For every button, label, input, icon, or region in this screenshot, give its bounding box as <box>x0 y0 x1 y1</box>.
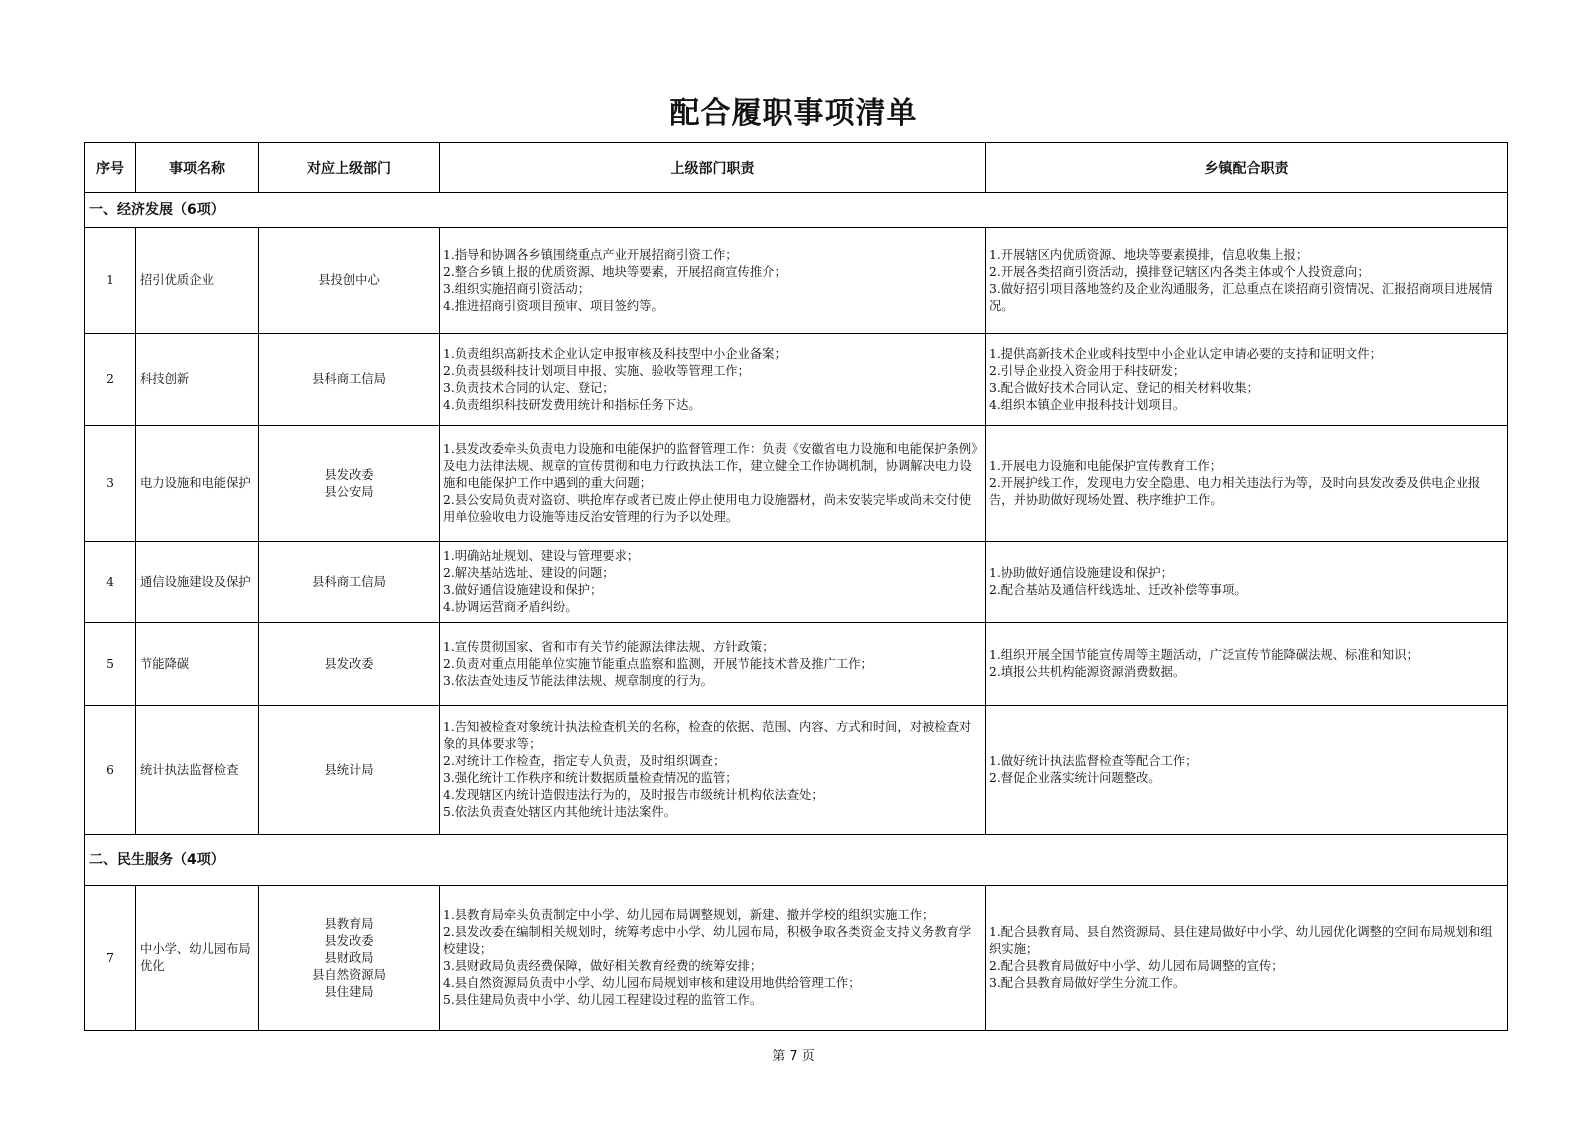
section-title: 一、经济发展（6项） <box>85 193 1508 228</box>
duty-line: 1.负责组织高新技术企业认定申报审核及科技型中小企业备案； <box>443 346 787 361</box>
table-row <box>85 228 1508 334</box>
duty-line: 2.负责对重点用能单位实施节能重点监察和监测，开展节能技术普及推广工作； <box>443 656 873 671</box>
dept-line: 县科商工信局 <box>312 372 386 386</box>
duty-line: 4.发现辖区内统计造假违法行为的，及时报告市级统计机构依法查处； <box>443 788 824 802</box>
cell-coop <box>986 706 1508 835</box>
cell-duty <box>440 706 986 835</box>
cell-duty <box>440 426 986 542</box>
header-duty: 上级部门职责 <box>440 143 986 193</box>
duty-table <box>84 142 1508 1031</box>
cell-coop <box>986 886 1508 1031</box>
dept-line: 县统计局 <box>324 762 374 777</box>
coop-line: 2.填报公共机构能源资源消费数据。 <box>989 665 1186 679</box>
cell-dept <box>259 706 440 835</box>
dept-line: 县财政局 <box>324 950 374 965</box>
duty-line: 3.依法查处违反节能法律法规、规章制度的行为。 <box>443 673 713 688</box>
table-header-row <box>85 143 1508 193</box>
duty-line: 1.明确站址规划、建设与管理要求； <box>443 549 640 563</box>
header-coop: 乡镇配合职责 <box>986 143 1508 193</box>
cell-item-name: 节能降碳 <box>136 623 259 706</box>
cell-no: 5 <box>85 623 136 706</box>
dept-line: 县自然资源局 <box>312 967 386 982</box>
cell-coop <box>986 426 1508 542</box>
page-number: 第 7 页 <box>772 1049 815 1064</box>
coop-line: 2.开展护线工作，发现电力安全隐患、电力相关违法行为等，及时向县发改委及供电企业报告，并协助做好现场处置、秩序维护工作。 <box>989 476 1481 507</box>
table-row <box>85 426 1508 542</box>
coop-line: 1.做好统计执法监督检查等配合工作； <box>989 754 1198 768</box>
cell-dept <box>259 334 440 426</box>
coop-line: 2.配合县教育局做好中小学、幼儿园布局调整的宣传； <box>989 959 1284 973</box>
duty-line: 1.县教育局牵头负责制定中小学、幼儿园布局调整规划，新建、撤并学校的组织实施工作； <box>443 908 935 922</box>
table-row <box>85 706 1508 835</box>
cell-item-name: 招引优质企业 <box>136 228 259 334</box>
duty-line: 2.整合乡镇上报的优质资源、地块等要素，开展招商宣传推介； <box>443 264 787 279</box>
coop-line: 1.配合县教育局、县自然资源局、县住建局做好中小学、幼儿园优化调整的空间布局规划和组织实施； <box>989 925 1493 956</box>
coop-line: 1.开展电力设施和电能保护宣传教育工作； <box>989 459 1223 473</box>
cell-coop <box>986 228 1508 334</box>
table-body <box>85 193 1508 1031</box>
duty-line: 3.强化统计工作秩序和统计数据质量检查情况的监管； <box>443 771 738 785</box>
duty-line: 4.推进招商引资项目预审、项目签约等。 <box>443 298 664 313</box>
coop-line: 2.督促企业落实统计问题整改。 <box>989 771 1161 785</box>
cell-duty <box>440 228 986 334</box>
coop-line: 1.协助做好通信设施建设和保护； <box>989 566 1173 580</box>
coop-line: 3.做好招引项目落地签约及企业沟通服务，汇总重点在谈招商引资情况、汇报招商项目进展情况。 <box>989 281 1493 313</box>
duty-line: 1.宣传贯彻国家、省和市有关节约能源法律法规、方针政策； <box>443 639 775 654</box>
cell-item-name: 科技创新 <box>136 334 259 426</box>
header-dept: 对应上级部门 <box>259 143 440 193</box>
cell-no: 1 <box>85 228 136 334</box>
dept-line: 县发改委 <box>324 656 374 671</box>
coop-line: 4.组织本镇企业申报科技计划项目。 <box>989 397 1186 412</box>
cell-duty <box>440 623 986 706</box>
section-row <box>85 193 1508 228</box>
page-title: 配合履职事项清单 <box>669 96 918 131</box>
cell-no: 7 <box>85 886 136 1031</box>
coop-line: 3.配合县教育局做好学生分流工作。 <box>989 976 1186 990</box>
coop-line: 1.开展辖区内优质资源、地块等要素摸排，信息收集上报； <box>989 247 1309 262</box>
cell-duty <box>440 542 986 623</box>
header-name: 事项名称 <box>136 143 259 193</box>
coop-line: 3.配合做好技术合同认定、登记的相关材料收集； <box>989 380 1259 395</box>
duty-line: 5.依法负责查处辖区内其他统计违法案件。 <box>443 805 677 819</box>
cell-duty <box>440 334 986 426</box>
duty-line: 4.县自然资源局负责中小学、幼儿园布局规划审核和建设用地供给管理工作； <box>443 976 861 990</box>
duty-line: 1.县发改委牵头负责电力设施和电能保护的监督管理工作：负责《安徽省电力设施和电能保护条例》及电力法律法规、规章的宣传贯彻和电力行政执法工作，建立健全工作协调机制，协调解决电力设施和电能保护工作中遇到的重大问题； <box>443 442 978 490</box>
duty-table-wrapper <box>84 142 1507 1031</box>
duty-line: 2.对统计工作检查，指定专人负责，及时组织调查； <box>443 754 726 768</box>
dept-line: 县发改委 <box>324 933 374 948</box>
dept-line: 县住建局 <box>324 984 374 999</box>
section-title: 二、民生服务（4项） <box>85 835 1508 886</box>
table-row <box>85 542 1508 623</box>
coop-line: 2.开展各类招商引资活动，摸排登记辖区内各类主体或个人投资意向； <box>989 264 1370 279</box>
dept-line: 县发改委 <box>324 467 374 482</box>
duty-line: 1.指导和协调各乡镇围绕重点产业开展招商引资工作； <box>443 247 738 262</box>
duty-line: 2.负责县级科技计划项目申报、实施、验收等管理工作； <box>443 363 750 378</box>
table-row <box>85 623 1508 706</box>
cell-dept <box>259 228 440 334</box>
cell-duty <box>440 886 986 1031</box>
cell-dept <box>259 542 440 623</box>
coop-line: 1.组织开展全国节能宣传周等主题活动，广泛宣传节能降碳法规、标准和知识； <box>989 648 1419 662</box>
cell-item-name: 中小学、幼儿园布局优化 <box>136 886 259 1031</box>
cell-coop <box>986 623 1508 706</box>
dept-line: 县投创中心 <box>318 273 380 287</box>
dept-line: 县教育局 <box>324 916 374 931</box>
cell-no: 2 <box>85 334 136 426</box>
table-row <box>85 334 1508 426</box>
duty-line: 3.县财政局负责经费保障，做好相关教育经费的统筹安排； <box>443 959 763 973</box>
cell-dept <box>259 886 440 1031</box>
coop-line: 2.配合基站及通信杆线选址、迁改补偿等事项。 <box>989 583 1247 597</box>
cell-no: 3 <box>85 426 136 542</box>
duty-line: 3.组织实施招商引资活动； <box>443 281 590 296</box>
duty-line: 5.县住建局负责中小学、幼儿园工程建设过程的监管工作。 <box>443 993 763 1007</box>
table-row <box>85 886 1508 1031</box>
duty-line: 4.协调运营商矛盾纠纷。 <box>443 600 578 614</box>
duty-line: 2.解决基站选址、建设的问题； <box>443 566 615 580</box>
duty-line: 4.负责组织科技研发费用统计和指标任务下达。 <box>443 397 701 412</box>
duty-line: 2.县发改委在编制相关规划时，统筹考虑中小学、幼儿园布局，积极争取各类资金支持义务教育学校建设； <box>443 925 972 956</box>
cell-no: 4 <box>85 542 136 623</box>
dept-line: 县公安局 <box>324 484 374 499</box>
coop-line: 2.引导企业投入资金用于科技研发； <box>989 363 1186 378</box>
duty-line: 3.做好通信设施建设和保护； <box>443 583 603 597</box>
cell-coop <box>986 334 1508 426</box>
duty-line: 2.县公安局负责对盗窃、哄抢库存或者已废止停止使用电力设施器材，尚未安装完毕或尚未交付使用单位验收电力设施等违反治安管理的行为予以处理。 <box>443 493 972 524</box>
section-row <box>85 835 1508 886</box>
cell-coop <box>986 542 1508 623</box>
dept-line: 县科商工信局 <box>312 574 386 589</box>
cell-item-name: 通信设施建设及保护 <box>136 542 259 623</box>
cell-dept <box>259 426 440 542</box>
duty-line: 3.负责技术合同的认定、登记； <box>443 380 615 395</box>
cell-item-name: 统计执法监督检查 <box>136 706 259 835</box>
cell-item-name: 电力设施和电能保护 <box>136 426 259 542</box>
cell-dept <box>259 623 440 706</box>
duty-line: 1.告知被检查对象统计执法检查机关的名称，检查的依据、范围、内容、方式和时间，对被检查对象的具体要求等； <box>443 720 972 751</box>
header-no: 序号 <box>85 143 136 193</box>
cell-no: 6 <box>85 706 136 835</box>
coop-line: 1.提供高新技术企业或科技型中小企业认定申请必要的支持和证明文件； <box>989 346 1382 361</box>
